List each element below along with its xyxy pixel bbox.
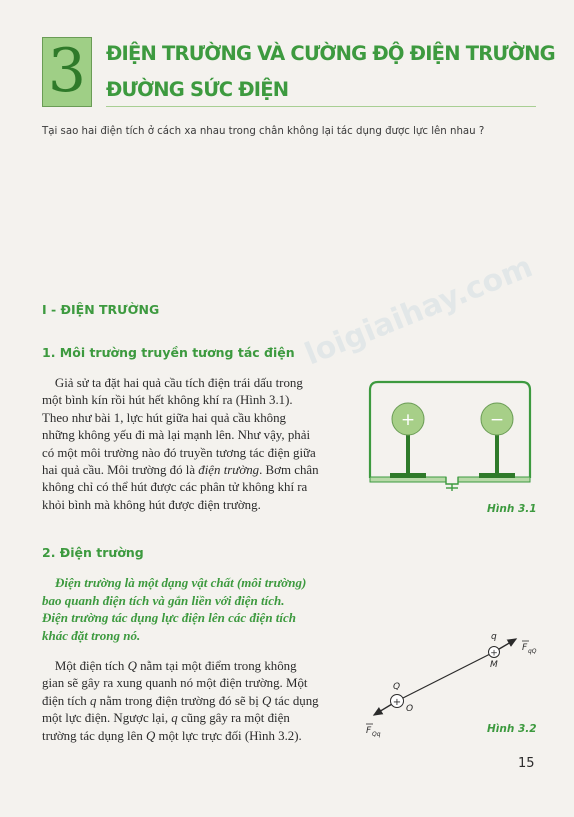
figure-3-1 (362, 378, 538, 496)
label-F-Qq-sub: Qq (372, 731, 381, 738)
outlet-pipe (446, 477, 458, 484)
text-line: hai quả cầu. Môi trường đó là điện trường. Bơm chân (42, 463, 319, 478)
text-line: gian sẽ gây ra xung quanh nó một điện trường. Một (42, 676, 308, 691)
stand-left-base (390, 473, 426, 478)
minus-sign: − (489, 410, 505, 430)
label-Q: Q (393, 682, 401, 692)
text-line: Giả sử ta đặt hai quả cầu tích điện trái dấu trong (54, 376, 303, 390)
chapter-number: 3 (47, 36, 87, 106)
stand-right-base (479, 473, 515, 478)
text-line: khỏi bình mà không hút được điện trường. (42, 497, 261, 512)
label-F-qQ: F (522, 643, 528, 653)
label-F-qQ-sub: qQ (528, 648, 537, 655)
text-line: những không yếu đi mà lại mạnh lên. Như vậy, phải (42, 428, 311, 443)
paragraph-medium-transmission (42, 375, 358, 514)
sub-heading-electric-field: 2. Điện trường (42, 545, 144, 560)
text-line: không chỉ có thể hút được các phân tử không khí ra (42, 480, 308, 495)
text-line: có một môi trường nào đó truyền tương tác điện giữa (42, 445, 316, 460)
page-number: 15 (518, 756, 535, 771)
label-F-Qq: F (366, 726, 372, 736)
chapter-title-line-2: ĐƯỜNG SỨC ĐIỆN (106, 78, 289, 101)
figure-3-1-caption: Hình 3.1 (487, 503, 537, 515)
watermark: loigiaihay.com (300, 249, 538, 373)
text-line: Một điện tích Q nằm tại một điểm trong không (54, 659, 297, 673)
stand-right (495, 434, 499, 474)
stand-left (406, 434, 410, 474)
definition-line: Điện trường tác dụng lực điện lên các điện tích (42, 610, 297, 626)
label-q: q (491, 632, 497, 642)
term-electric-field: điện trường (198, 463, 260, 478)
sub-heading-medium-transmission: 1. Môi trường truyền tương tác điện (42, 345, 295, 360)
definition-line: khác đặt trong nó. (42, 627, 141, 643)
line-Q-to-q (397, 652, 494, 701)
definition-electric-field (42, 574, 358, 644)
definition-line: Điện trường là một dạng vật chất (môi trường) (55, 575, 307, 590)
paragraph-electric-field (42, 658, 358, 745)
chapter-title-line-1: ĐIỆN TRƯỜNG VÀ CƯỜNG ĐỘ ĐIỆN TRƯỜNG (106, 42, 555, 65)
plus-sign: + (400, 410, 416, 430)
text-line: Theo như bài 1, lực hút giữa hai quả cầu không (42, 410, 286, 425)
text-line: một lực điện. Ngược lại, q cũng gây ra một điện (42, 711, 290, 726)
text-line: trường tác dụng lên Q một lực trực đối (Hình 3.2). (42, 728, 302, 743)
text-line: một bình kín rồi hút hết không khí ra (Hình 3.1). (42, 393, 293, 408)
label-M: M (490, 660, 498, 670)
header-divider (106, 106, 536, 107)
text-line: điện tích q nằm trong điện trường đó sẽ bị Q tác dụng (42, 693, 319, 708)
definition-line: bao quanh điện tích và gắn liền với điện tích. (42, 592, 285, 608)
section-heading: I - ĐIỆN TRƯỜNG (42, 302, 160, 317)
charge-q-sign: + (490, 648, 498, 659)
label-O: O (406, 704, 414, 714)
charge-Q-sign: + (392, 697, 402, 708)
figure-3-2-caption: Hình 3.2 (487, 723, 537, 735)
intro-question: Tại sao hai điện tích ở cách xa nhau trong chân không lại tác dụng được lực lên nhau ? (42, 126, 485, 137)
